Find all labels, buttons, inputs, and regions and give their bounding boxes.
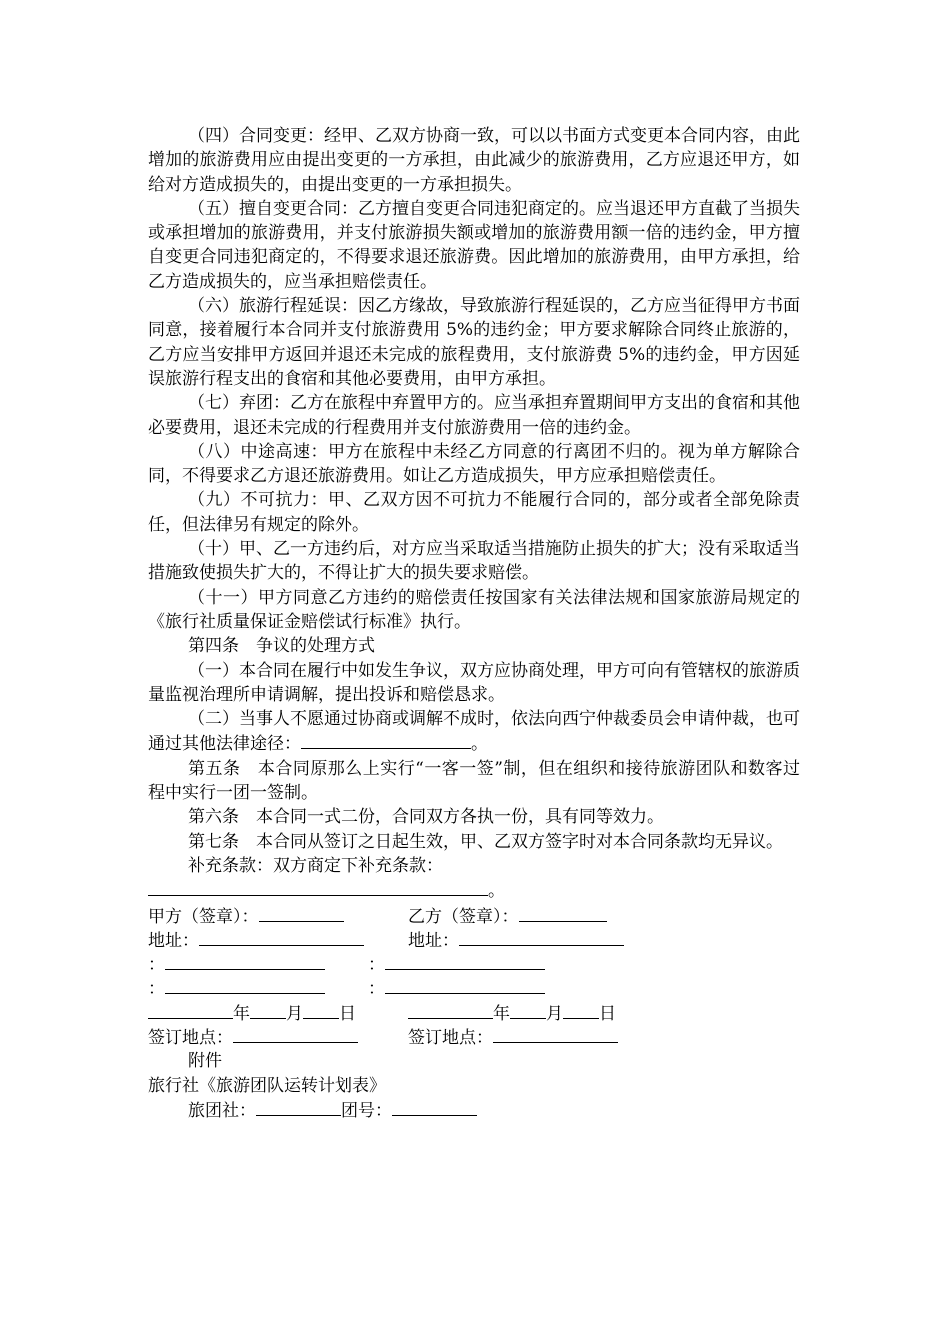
article-4-para-2-end: 。 bbox=[471, 734, 488, 755]
clause-6-itinerary-delay: （六）旅游行程延误：因乙方缘故，导致旅游行程延误的，乙方应当征得甲方书面同意，接着履行本合同并支付旅游费用 5%的违约金；甲方要求解除合同终止旅游的，乙方应当安排甲方返回并退还未完成的旅程费用，支付旅游费 5%的违约金，甲方因延误旅游行程支出的食宿和其他必要费用，由甲方承担。 bbox=[148, 296, 800, 389]
party-a-month-blank[interactable] bbox=[250, 1001, 286, 1019]
party-a-date-cell bbox=[148, 1001, 408, 1026]
party-a-extra-2-label: ： bbox=[148, 979, 165, 1000]
party-a-extra-2-blank[interactable] bbox=[165, 976, 325, 994]
article-4-heading: 第四条 争议的处理方式 bbox=[188, 636, 375, 657]
clause-4-contract-change: （四）合同变更：经甲、乙双方协商一致，可以以书面方式变更本合同内容，由此增加的旅游费用应由提出变更的一方承担，由此减少的旅游费用，乙方应退还甲方，如给对方造成损失的，由提出变更的一方承担损失。 bbox=[148, 126, 800, 195]
agency-blank[interactable] bbox=[256, 1098, 341, 1116]
party-b-address-blank[interactable] bbox=[459, 928, 624, 946]
article-4-para-1: （一）本合同在履行中如发生争议，双方应协商处理，甲方可向有管辖权的旅游质量监视治理所申请调解，提出投诉和赔偿恳求。 bbox=[148, 660, 800, 705]
party-a-place-cell bbox=[148, 1025, 408, 1050]
party-a-year-blank[interactable] bbox=[148, 1001, 233, 1019]
party-b-month-blank[interactable] bbox=[510, 1001, 546, 1019]
other-legal-means-blank[interactable] bbox=[301, 731, 471, 749]
party-a-extra-1-blank[interactable] bbox=[165, 952, 325, 970]
signature-row-extra-1 bbox=[148, 952, 800, 976]
article-4-para-2 bbox=[148, 707, 800, 757]
party-b-extra-1-blank[interactable] bbox=[385, 952, 545, 970]
clause-7-abandonment: （七）弃团：乙方在旅程中弃置甲方的。应当承担弃置期间甲方支出的食宿和其他必要费用，退还未完成的行程费用并支付旅游费用一倍的违约金。 bbox=[148, 393, 800, 438]
clause-11-compensation-standard: （十一）甲方同意乙方违约的赔偿责任按国家有关法律法规和国家旅游局规定的《旅行社质量保证金赔偿试行标准》执行。 bbox=[148, 587, 800, 632]
party-a-year-label: 年 bbox=[233, 1003, 250, 1024]
party-b-address-label: 地址： bbox=[408, 930, 459, 951]
party-b-extra-2-cell bbox=[368, 976, 800, 1001]
party-a-extra-2-cell bbox=[148, 976, 368, 1001]
party-b-extra-2-blank[interactable] bbox=[385, 976, 545, 994]
clause-8-midway-departure: （八）中途高速：甲方在旅程中未经乙方同意的行离团不归的。视为单方解除合同，不得要求乙方退还旅游费用。如让乙方造成损失，甲方应承担赔偿责任。 bbox=[148, 441, 800, 487]
supplement-end: 。 bbox=[488, 881, 505, 902]
signature-row-extra-2 bbox=[148, 976, 800, 1000]
attachment-title: 旅行社《旅游团队运转计划表》 bbox=[148, 1075, 386, 1096]
signature-row-party bbox=[148, 904, 800, 928]
party-a-address-label: 地址： bbox=[148, 930, 199, 951]
attachment-fields bbox=[148, 1098, 800, 1123]
clause-10-mitigation: （十）甲、乙一方违约后，对方应当采取适当措施防止损失的扩大；没有采取适当措施致使损失扩大的，不得让扩大的损失要求赔偿。 bbox=[148, 539, 800, 584]
group-no-label: 团号： bbox=[341, 1100, 392, 1121]
party-a-day-blank[interactable] bbox=[303, 1001, 339, 1019]
supplement-blank[interactable] bbox=[148, 878, 488, 896]
party-a-day-label: 日 bbox=[339, 1003, 356, 1024]
party-a-address-cell bbox=[148, 928, 408, 953]
supplement-label: 补充条款：双方商定下补充条款： bbox=[188, 855, 443, 876]
group-no-blank[interactable] bbox=[392, 1098, 477, 1116]
party-b-month-label: 月 bbox=[546, 1003, 563, 1024]
article-7: 第七条 本合同从签订之日起生效，甲、乙双方签字时对本合同条款均无异议。 bbox=[188, 831, 783, 852]
party-b-date-cell bbox=[408, 1001, 800, 1026]
party-b-day-label: 日 bbox=[599, 1003, 616, 1024]
party-a-cell bbox=[148, 904, 408, 929]
signature-row-place bbox=[148, 1025, 800, 1049]
party-a-place-blank[interactable] bbox=[233, 1025, 358, 1043]
agency-label: 旅团社： bbox=[188, 1100, 256, 1121]
attachment-label: 附件 bbox=[188, 1051, 222, 1072]
party-a-label: 甲方（签章）： bbox=[148, 906, 259, 927]
signature-row-address bbox=[148, 928, 800, 952]
clause-9-force-majeure: （九）不可抗力：甲、乙双方因不可抗力不能履行合同的，部分或者全部免除责任，但法律另有规定的除外。 bbox=[148, 490, 800, 535]
article-6: 第六条 本合同一式二份，合同双方各执一份，具有同等效力。 bbox=[188, 807, 664, 828]
party-a-signature-blank[interactable] bbox=[259, 904, 344, 922]
article-4-para-2-text: （二）当事人不愿通过协商或调解不成时，依法向西宁仲裁委员会申请仲裁，也可通过其他法律途径： bbox=[148, 709, 800, 755]
party-b-label: 乙方（签章）： bbox=[408, 906, 519, 927]
party-b-year-blank[interactable] bbox=[408, 1001, 493, 1019]
supplement-line bbox=[148, 878, 800, 903]
party-a-month-label: 月 bbox=[286, 1003, 303, 1024]
party-b-place-label: 签订地点： bbox=[408, 1027, 493, 1048]
article-5: 第五条 本合同原那么上实行“一客一签”制，但在组织和接待旅游团队和数客过程中实行一团一签制。 bbox=[148, 758, 800, 804]
party-b-day-blank[interactable] bbox=[563, 1001, 599, 1019]
party-b-place-cell bbox=[408, 1025, 800, 1050]
party-b-extra-2-label: ： bbox=[368, 979, 385, 1000]
clause-5-unauthorized-change: （五）擅自变更合同：乙方擅自变更合同违犯商定的。应当退还甲方直截了当损失或承担增加的旅游费用，并支付旅游损失额或增加的旅游费用额一倍的违约金，甲方擅自变更合同违犯商定的，不得要求退还旅游费。因此增加的旅游费用，由甲方承担，给乙方造成损失的，应当承担赔偿责任。 bbox=[148, 198, 800, 292]
party-a-extra-1-cell bbox=[148, 952, 368, 977]
signature-row-date bbox=[148, 1001, 800, 1025]
party-a-extra-1-label: ： bbox=[148, 955, 165, 976]
party-a-address-blank[interactable] bbox=[199, 928, 364, 946]
party-b-address-cell bbox=[408, 928, 800, 953]
party-a-place-label: 签订地点： bbox=[148, 1027, 233, 1048]
party-b-extra-1-label: ： bbox=[368, 955, 385, 976]
party-b-cell bbox=[408, 904, 800, 929]
party-b-extra-1-cell bbox=[368, 952, 800, 977]
party-b-signature-blank[interactable] bbox=[519, 904, 607, 922]
document-page bbox=[148, 124, 800, 1123]
party-b-place-blank[interactable] bbox=[493, 1025, 618, 1043]
party-b-year-label: 年 bbox=[493, 1003, 510, 1024]
